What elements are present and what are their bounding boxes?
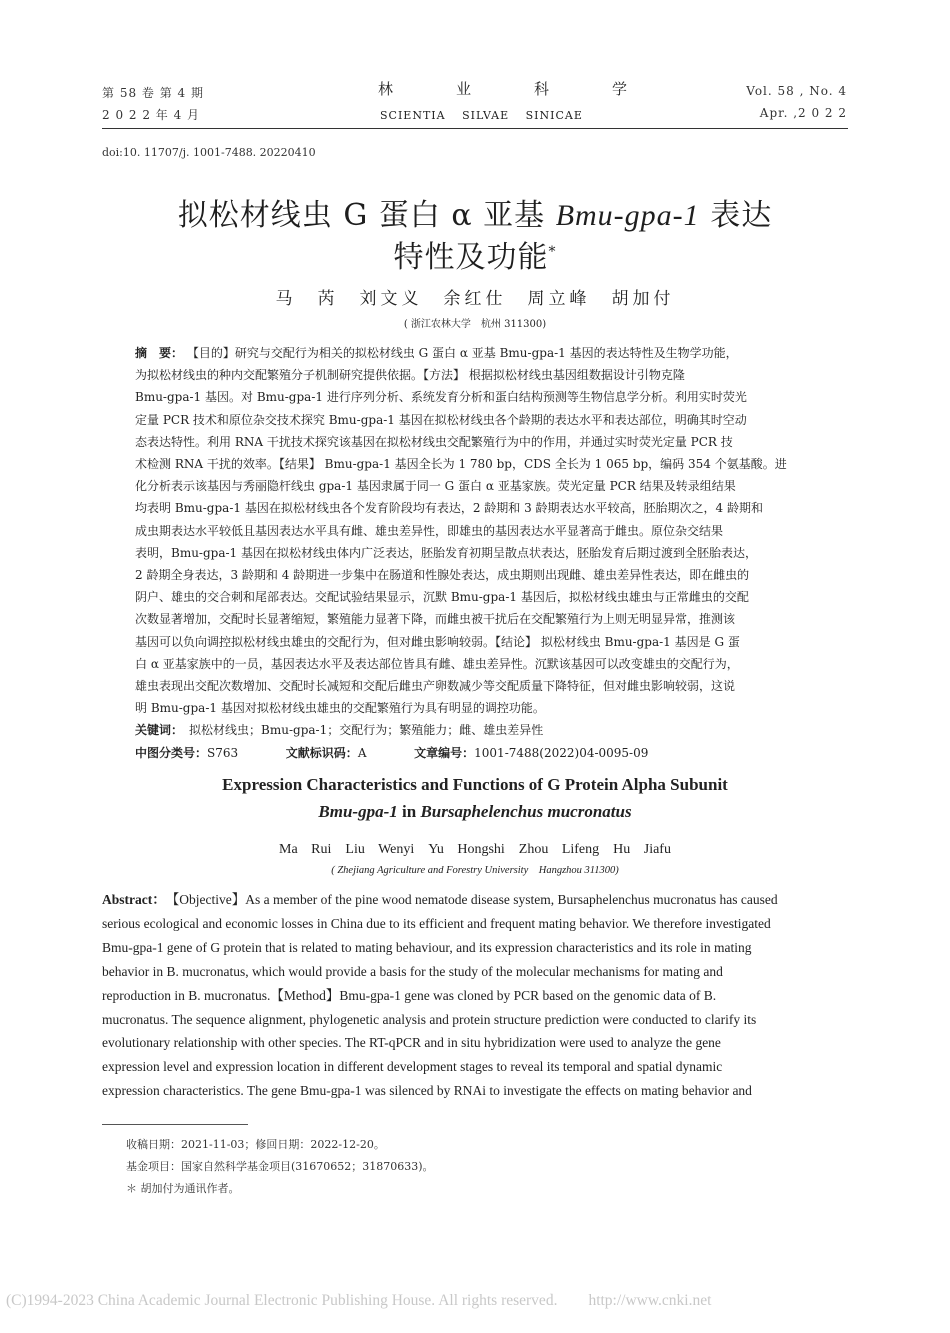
title-cn-line2-text: 特性及功能 (393, 240, 549, 275)
abstract-en (102, 888, 848, 1103)
keywords-label: 关键词： (135, 723, 178, 738)
title-cn-part-b: 表达 (699, 198, 773, 233)
article-title-en-line2: Bmu-gpa-1 in Bursaphelenchus mucronatus (318, 802, 632, 821)
abstract-cn-line: 白 α 亚基家族中的一员，基因表达水平及表达部位皆具有雌、雄虫差异性。沉默该基因可以改变雄虫的交配行为， (135, 656, 739, 671)
article-title-cn-line2 (0, 232, 950, 276)
abstract-cn-line: 基因可以负向调控拟松材线虫雄虫的交配行为，但对雌虫影响较弱。【结论】 拟松材线虫 Bmu-gpa-1 基因是 G 蛋 (135, 634, 740, 649)
keywords-text: 拟松材线虫；Bmu-gpa-1；交配行为；繁殖能力；雌、雄虫差异性 (189, 723, 544, 738)
title-cn-gene: Bmu-gpa-1 (555, 199, 700, 232)
abstract-cn-line: 态表达特性。利用 RNA 干扰技术探究该基因在拟松材线虫交配繁殖行为中的作用，并通过实时荧光定量 PCR 技 (135, 434, 733, 449)
footnote-rule (102, 1124, 248, 1125)
header-rule (102, 128, 848, 129)
abstract-en-line: expression level and expression location in different development stages to reveal its temporal and spatial dynamic (102, 1059, 723, 1075)
abstract-cn-line: 为拟松材线虫的种内交配繁殖分子机制研究提供依据。【方法】 根据拟松材线虫基因组数据设计引物克隆 (135, 368, 685, 383)
abstract-en-line: Abstract： 【Objective】As a member of the pine wood nematode disease system, Bursaphelenchus mucronatus has caused (102, 892, 778, 907)
abstract-en-line: reproduction in B. mucronatus.【Method】Bmu-gpa-1 gene was cloned by PCR based on the genomic data of B. (102, 987, 717, 1003)
header-date-en: Apr. ,2 0 2 2 (759, 106, 847, 120)
journal-title-latin: SCIENTIA SILVAE SINICAE (380, 109, 583, 122)
abstract-en-line: behavior in B. mucronatus, which would provide a basis for the study of the molecular mechanisms for mating and (102, 963, 723, 979)
journal-title-cn: 林 业 科 学 (378, 80, 652, 98)
abstract-en-line: serious ecological and economic losses in China due to its efficient and frequent mating behavior. We therefore investigated (102, 915, 771, 931)
abstract-cn-line: 雄虫表现出交配次数增加、交配时长减短和交配后雌虫产卵数减少等交配质量下降特征，但对雌虫影响较弱，这说 (135, 679, 736, 694)
abstract-cn-line: 阴户、雄虫的交合刺和尾部表达。交配试验结果显示，沉默 Bmu-gpa-1 基因后，拟松材线虫雄虫与正常雌虫的交配 (135, 590, 749, 605)
header-volume-issue: 第 58 卷 第 4 期 (102, 86, 204, 100)
authors-cn: 马 芮 刘文义 余红仕 周立峰 胡加付 (275, 289, 675, 309)
authors-en: Ma Rui Liu Wenyi Yu Hongshi Zhou Lifeng Hu Jiafu (279, 842, 671, 857)
abstract-cn-line: 2 龄期全身表达，3 龄期和 4 龄期进一步集中在肠道和性腺处表达，成虫期则出现雌、雄虫差异性表达，即在雌虫的 (135, 568, 750, 583)
abstract-cn-label: 摘 要： (135, 346, 184, 360)
header-volume-en: Vol. 58 , No. 4 (746, 84, 847, 98)
abstract-en-line: Bmu-gpa-1 gene of G protein that is related to mating behaviour, and its expression characteristics and its role in mating (102, 939, 752, 955)
abstract-cn-line: 成虫期表达水平较低且基因表达水平具有雌、雄虫差异性，即雄虫的基因表达水平显著高于雌虫。原位杂交结果 (135, 523, 724, 538)
article-no-label: 文章编号： (414, 745, 475, 760)
keywords-cn (135, 719, 815, 741)
article-title-cn-line1 (0, 190, 950, 234)
abstract-cn-line: 表明，Bmu-gpa-1 基因在拟松材线虫体内广泛表达，胚胎发育初期呈散点状表达，胚胎发育后期过渡到全胚胎表达， (135, 545, 758, 560)
abstract-cn (135, 342, 815, 764)
abstract-en-line: mucronatus. The sequence alignment, phylogenetic analysis and protein structure prediction were conducted to clarify its (102, 1011, 757, 1027)
footnote-fund: 基金项目：国家自然科学基金项目(31670652；31870633)。 (126, 1160, 434, 1173)
abstract-cn-line: 定量 PCR 技术和原位杂交技术探究 Bmu-gpa-1 基因在拟松材线虫各个龄期的表达水平和表达部位，明确其时空动 (135, 412, 747, 427)
abstract-en-label: Abstract： (102, 892, 159, 907)
title-cn-part-a: 拟松材线虫 G 蛋白 α 亚基 (177, 198, 556, 233)
abstract-cn-line: 次数显著增加，交配时长显著缩短，繁殖能力显著下降，而雌虫被干扰后在交配繁殖行为上则无明显异常，推测该 (135, 612, 736, 627)
abstract-cn-line: 化分析表示该基因与秀丽隐杆线虫 gpa-1 基因隶属于同一 G 蛋白 α 亚基家族。荧光定量 PCR 结果及转录组结果 (135, 479, 736, 494)
abstract-cn-line: 明 Bmu-gpa-1 基因对拟松材线虫雄虫的交配繁殖行为具有明显的调控功能。 (135, 701, 545, 716)
affiliation-cn: ( 浙江农林大学 杭州 311300) (403, 319, 547, 330)
footnote-received: 收稿日期：2021-11-03；修回日期：2022-12-20。 (126, 1138, 385, 1151)
header-date: 2 0 2 2 年 4 月 (102, 108, 201, 122)
affiliation-en: ( Zhejiang Agriculture and Forestry University Hangzhou 311300) (331, 865, 619, 876)
copyright-watermark: (C)1994-2023 China Academic Journal Electronic Publishing House. All rights reserved. http://www.cnki.net (6, 1292, 712, 1309)
clc-label: 中图分类号： (135, 745, 208, 760)
doc-code-label: 文献标识码： (285, 745, 358, 760)
doi: doi:10. 11707/j. 1001-7488. 20220410 (102, 146, 316, 159)
abstract-cn-line: 均表明 Bmu-gpa-1 基因在拟松材线虫各个发育阶段均有表达，2 龄期和 3 龄期表达水平较高，胚胎期次之，4 龄期和 (135, 501, 763, 516)
abstract-en-line: evolutionary relationship with other species. The RT-qPCR and in situ hybridization were used to analyze the gene (102, 1035, 721, 1051)
article-no-value: 1001-7488(2022)04-0095-09 (474, 745, 649, 760)
abstract-cn-line: 术检测 RNA 干扰的效率。【结果】 Bmu-gpa-1 基因全长为 1 780 bp，CDS 全长为 1 065 bp，编码 354 个氨基酸。进 (135, 457, 787, 472)
classification-row (135, 742, 815, 764)
title-en-species: Bursaphelenchus mucronatus (420, 802, 632, 821)
article-title-en-line1: Expression Characteristics and Functions of G Protein Alpha Subunit (222, 775, 728, 794)
footnote-corresponding: ＊ 胡加付为通讯作者。 (126, 1182, 240, 1195)
doc-code-value: A (357, 745, 367, 760)
abstract-en-line: expression characteristics. The gene Bmu-gpa-1 was silenced by RNAi to investigate the effects on mating behavior and (102, 1083, 752, 1099)
abstract-cn-line: Bmu-gpa-1 基因。对 Bmu-gpa-1 进行序列分析、系统发育分析和蛋白结构预测等生物信息学分析。利用实时荧光 (135, 390, 747, 405)
title-footnote-star: * (548, 244, 557, 260)
abstract-cn-line: 摘 要： 【目的】研究与交配行为相关的拟松材线虫 G 蛋白 α 亚基 Bmu-gpa-1 基因的表达特性及生物学功能， (135, 346, 738, 360)
title-en-gene: Bmu-gpa-1 (318, 802, 398, 821)
clc-value: S763 (207, 745, 239, 760)
